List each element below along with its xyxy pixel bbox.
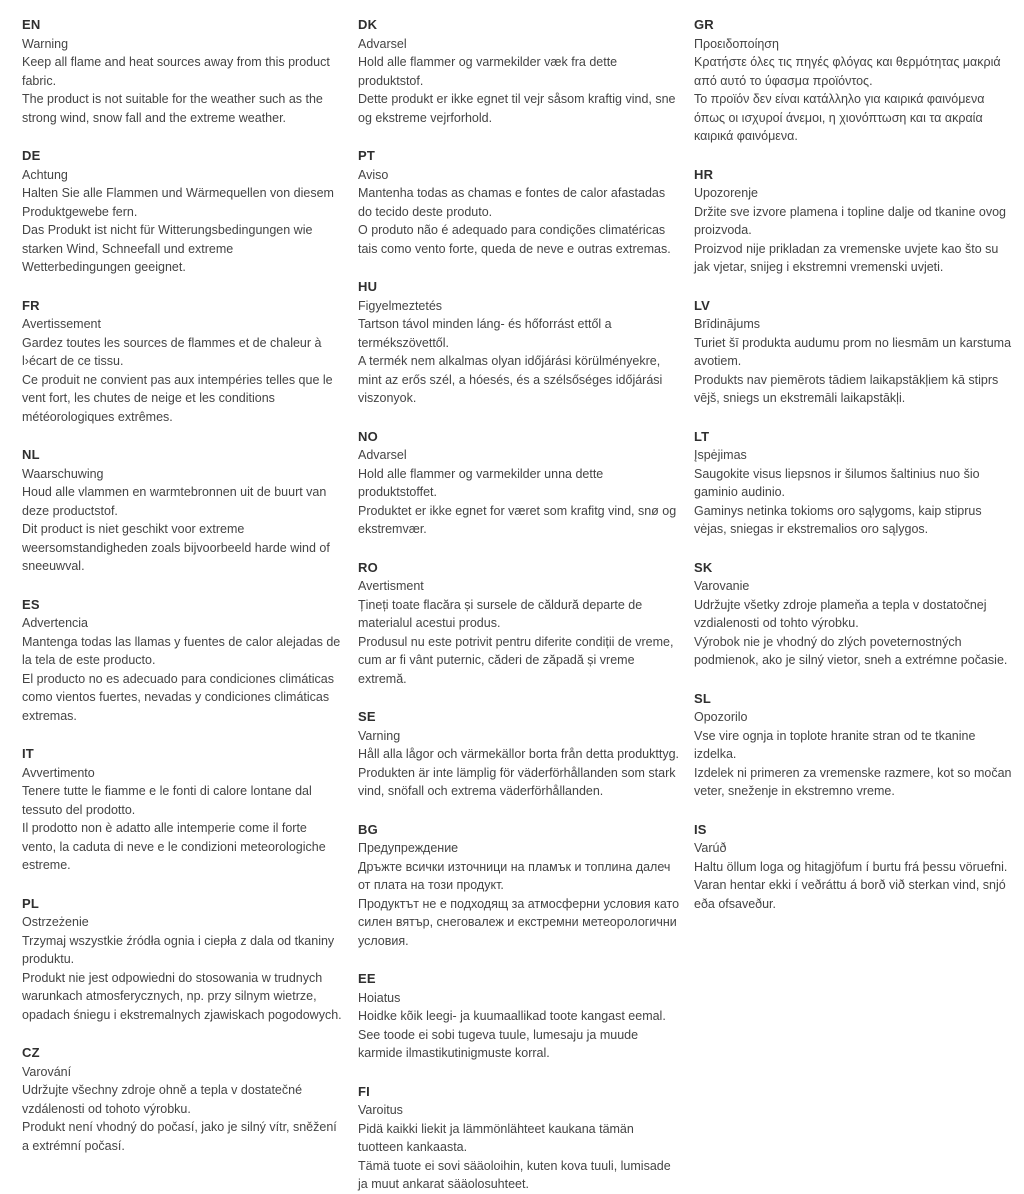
warning-title: Aviso: [358, 167, 389, 182]
warning-paragraph: See toode ei sobi tugeva tuule, lumesaju ja muude karmide ilmastikutinigmuste korral.: [358, 1027, 639, 1060]
language-code: PL: [22, 895, 40, 911]
language-section: [358, 970, 680, 1063]
warning-paragraph: Il prodotto non è adatto alle intemperie come il forte vento, la caduta di neve e le condizioni meteorologiche estreme.: [22, 821, 326, 872]
language-code: EN: [22, 17, 41, 32]
warning-paragraph: Udržujte všetky zdroje plameňa a tepla v dostatočnej vzdialenosti od tohto výrobku.: [694, 597, 987, 630]
warning-title: Varoitus: [358, 1103, 403, 1117]
language-section: [22, 16, 344, 127]
language-section: [694, 821, 1016, 914]
language-section: [358, 428, 680, 539]
language-section: [694, 428, 1016, 539]
warning-paragraph: Produsul nu este potrivit pentru diferite condiții de vreme, cum ar fi vânt puternic, căderi de zăpadă și vreme extremă.: [358, 634, 674, 686]
language-section: [22, 446, 344, 576]
language-section: [22, 297, 344, 427]
warning-paragraph: Κρατήστε όλες τις πηγές φλόγας και θερμότητας μακριά από αυτό το ύφασμα προϊόντος.: [694, 55, 1001, 88]
column-2: [358, 16, 680, 1191]
language-code: SK: [694, 559, 713, 575]
warning-title: Brīdinājums: [694, 317, 760, 331]
warning-paragraph: Držite sve izvore plamena i topline dalje od tkanine ovog proizvoda.: [694, 204, 1006, 237]
language-code: SE: [358, 709, 376, 724]
warning-paragraph: Das Produkt ist nicht für Witterungsbedingungen wie starken Wind, Schneefall und extreme Wetterbedingungen geeignet.: [22, 223, 313, 274]
language-section: [358, 821, 680, 951]
warning-paragraph: Houd alle vlammen en warmtebronnen uit de buurt van deze productstof.: [22, 485, 327, 518]
warning-paragraph: Výrobok nie je vhodný do zlých poveternostných podmienok, ako je silný vietor, sneh a extrémne počasie.: [694, 634, 1008, 667]
column-1: [22, 16, 344, 1153]
warning-title: Achtung: [22, 167, 68, 182]
warning-paragraph: Produkts nav piemērots tādiem laikapstākļiem kā stiprs vējš, sniegs un ekstremāli laikapstākļi.: [694, 372, 999, 405]
language-section: [358, 1083, 680, 1194]
warning-paragraph: El producto no es adecuado para condiciones climáticas como vientos fuertes, nevadas y condiciones climáticas extremas.: [22, 671, 334, 723]
warning-title: Opozorilo: [694, 710, 748, 724]
language-section: [22, 895, 344, 1025]
language-code: PT: [358, 148, 376, 163]
warning-title: Figyelmeztetés: [358, 298, 443, 313]
warning-paragraph: Mantenga todas las llamas y fuentes de calor alejadas de la tela de este producto.: [22, 634, 341, 667]
language-code: HR: [694, 166, 714, 182]
warning-paragraph: Produkt nie jest odpowiedni do stosowania w trudnych warunkach atmosferycznych, np. przy silnym wietrze, opadach śniegu i ekstremalnych zjawiskach pogodowych.: [22, 970, 342, 1022]
warning-paragraph: Gaminys netinka tokioms oro sąlygoms, kaip stiprus vėjas, sniegas ir ekstremalios oro sąlygos.: [694, 503, 982, 536]
warning-paragraph: Udržujte všechny zdroje ohně a tepla v dostatečné vzdálenosti od tohoto výrobku.: [22, 1083, 303, 1116]
warning-paragraph: Tämä tuote ei sovi sääoloihin, kuten kova tuuli, lumisade ja muut ankarat sääolosuhteet.: [358, 1158, 671, 1191]
warning-title: Varúð: [694, 841, 727, 855]
warning-paragraph: Turiet šī produkta audumu prom no liesmām un karstuma avotiem.: [694, 335, 1012, 368]
warning-paragraph: Mantenha todas as chamas e fontes de calor afastadas do tecido deste produto.: [358, 186, 666, 219]
warning-paragraph: Dette produkt er ikke egnet til vejr såsom kraftig vind, sne og ekstreme vejrforhold.: [358, 92, 676, 125]
warning-title: Varování: [22, 1064, 72, 1079]
warning-title: Предупреждение: [358, 841, 459, 855]
language-code: EE: [358, 971, 376, 986]
warning-title: Waarschuwing: [22, 466, 104, 481]
warning-paragraph: Το προϊόν δεν είναι κατάλληλο για καιρικά φαινόμενα όπως οι ισχυροί άνεμοι, η χιονόπτωση και τα ακραία καιρικά φαινόμενα.: [694, 92, 985, 143]
warning-paragraph: Produktet er ikke egnet for været som krafitg vind, snø og ekstremvær.: [358, 503, 677, 536]
warning-paragraph: Trzymaj wszystkie źródła ognia i ciepła z dala od tkaniny produktu.: [22, 933, 335, 966]
language-code: IS: [694, 821, 707, 837]
warning-title: Ostrzeżenie: [22, 915, 89, 929]
language-code: HU: [358, 279, 378, 294]
warning-title: Προειδοποίηση: [694, 36, 779, 51]
warning-paragraph: Halten Sie alle Flammen und Wärmequellen von diesem Produktgewebe fern.: [22, 186, 334, 219]
warning-paragraph: Keep all flame and heat sources away from this product fabric.: [22, 55, 330, 88]
warning-title: Hoiatus: [358, 990, 401, 1005]
warning-paragraph: Pidä kaikki liekit ja lämmönlähteet kaukana tämän tuotteen kankaasta.: [358, 1121, 634, 1154]
warning-paragraph: A termék nem alkalmas olyan időjárási körülményekre, mint az erős szél, a hóesés, és a szélsőséges időjárási viszonyok.: [358, 354, 663, 405]
warning-title: Avertisment: [358, 579, 424, 593]
warning-title: Įspėjimas: [694, 448, 747, 462]
language-section: [22, 1044, 344, 1155]
warning-paragraph: Proizvod nije prikladan za vremenske uvjete kao što su jak vjetar, snijeg i ekstremni vremenski uvjeti.: [694, 241, 999, 274]
language-code: DE: [22, 148, 41, 163]
language-code: GR: [694, 17, 714, 32]
language-section: [358, 16, 680, 127]
warning-paragraph: Hold alle flammer og varmekilder unna dette produktstoffet.: [358, 466, 604, 499]
language-section: [22, 596, 344, 726]
language-section: [694, 559, 1016, 670]
language-section: [694, 166, 1016, 277]
language-section: [358, 278, 680, 408]
warning-title: Advarsel: [358, 36, 407, 51]
warning-title: Avvertimento: [22, 765, 95, 780]
warning-title: Avertissement: [22, 317, 101, 331]
warning-paragraph: Gardez toutes les sources de flammes et de chaleur à l›écart de ce tissu.: [22, 335, 322, 368]
column-3: [694, 16, 1016, 1014]
language-section: [358, 147, 680, 258]
language-section: [694, 16, 1016, 146]
warning-paragraph: Дръжте всички източници на пламък и топлина далеч от плата на този продукт.: [358, 859, 671, 892]
language-code: CZ: [22, 1045, 40, 1060]
language-code: IT: [22, 746, 34, 761]
warning-title: Warning: [22, 36, 69, 51]
warning-paragraph: Varan hentar ekki í veðráttu á borð við sterkan vind, snjó eða ofsaveður.: [694, 878, 1006, 911]
warning-paragraph: Tartson távol minden láng- és hőforrást ettől a termékszövettől.: [358, 317, 612, 350]
language-section: [694, 297, 1016, 408]
warning-paragraph: Saugokite visus liepsnos ir šilumos šaltinius nuo šio gaminio audinio.: [694, 466, 980, 499]
warning-paragraph: Dit product is niet geschikt voor extreme weersomstandigheden zoals bijvoorbeeld harde wind of sneeuwval.: [22, 522, 330, 573]
warning-title: Advertencia: [22, 616, 89, 630]
language-section: [358, 559, 680, 689]
warning-paragraph: Vse vire ognja in toplote hranite stran od te tkanine izdelka.: [694, 728, 976, 761]
warning-paragraph: Ce produit ne convient pas aux intempéries telles que le vent fort, les chutes de neige et les conditions météorologiques extrêmes.: [22, 372, 333, 424]
language-section: [358, 708, 680, 801]
language-code: LV: [694, 297, 711, 313]
language-code: RO: [358, 559, 378, 575]
warning-paragraph: O produto não é adequado para condições climatéricas tais como vento forte, queda de neve e outras extremas.: [358, 223, 671, 256]
warning-title: Varning: [358, 728, 401, 743]
language-code: DK: [358, 17, 378, 32]
warning-title: Upozorenje: [694, 186, 758, 200]
language-section: [22, 745, 344, 875]
warning-title: Varovanie: [694, 579, 750, 593]
warning-title: Advarsel: [358, 448, 407, 462]
language-code: FI: [358, 1083, 370, 1099]
warning-paragraph: The product is not suitable for the weather such as the strong wind, snow fall and the extreme weather.: [22, 92, 323, 125]
language-code: ES: [22, 596, 40, 612]
language-code: NO: [358, 428, 378, 444]
warning-paragraph: Hold alle flammer og varmekilder væk fra dette produktstof.: [358, 55, 618, 88]
warning-paragraph: Produkt není vhodný do počasí, jako je silný vítr, sněžení a extrémní počasí.: [22, 1120, 337, 1153]
language-code: NL: [22, 447, 40, 462]
warning-paragraph: Izdelek ni primeren za vremenske razmere, kot so močan veter, sneženje in ekstremno vreme.: [694, 765, 1012, 798]
language-code: FR: [22, 297, 40, 313]
warning-paragraph: Produkten är inte lämplig för väderförhållanden som stark vind, snöfall och extrema väderförhållanden.: [358, 765, 676, 798]
language-code: LT: [694, 428, 710, 444]
warning-paragraph: Haltu öllum loga og hitagjöfum í burtu frá þessu vöruefni.: [694, 859, 1008, 874]
warning-paragraph: Tenere tutte le fiamme e le fonti di calore lontane dal tessuto del prodotto.: [22, 784, 312, 817]
language-code: BG: [358, 821, 378, 837]
warning-paragraph: Håll alla lågor och värmekällor borta från detta produkttyg.: [358, 747, 679, 761]
warning-paragraph: Продуктът не е подходящ за атмосферни условия като силен вятър, снеговалеж и екстремни метеорологични условия.: [358, 896, 680, 948]
language-code: SL: [694, 690, 712, 706]
warning-paragraph: Țineți toate flacăra și sursele de căldură departe de materialul acestui produs.: [358, 597, 643, 630]
language-section: [694, 690, 1016, 801]
warning-paragraph: Hoidke kõik leegi- ja kuumaallikad toote kangast eemal.: [358, 1009, 666, 1023]
language-section: [22, 147, 344, 277]
